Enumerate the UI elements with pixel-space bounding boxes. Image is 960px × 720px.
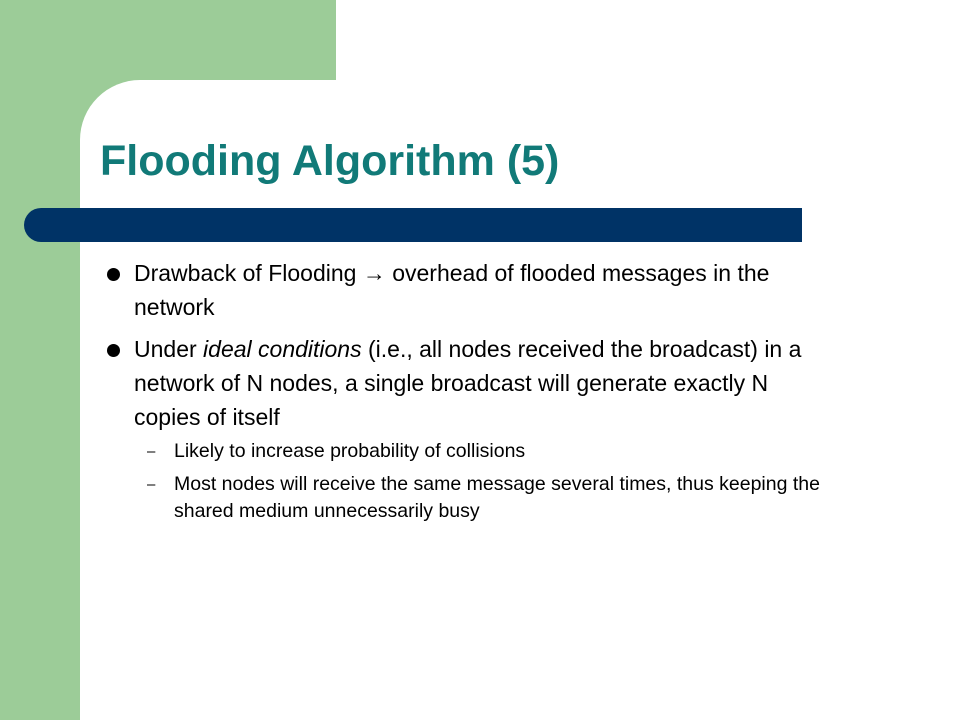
bullet-item-ideal-conditions <box>100 332 830 525</box>
sub-bullet-list <box>134 438 830 525</box>
sub-bullet-item <box>134 471 830 525</box>
sub-bullet-text: Likely to increase probability of collisions <box>174 440 526 462</box>
bullet-dot-icon <box>107 268 120 281</box>
dash-marker-icon: – <box>147 476 156 493</box>
bullet-item-drawback <box>100 256 830 324</box>
bullet-text-before: Under <box>134 336 204 362</box>
sub-bullet-item <box>134 438 830 465</box>
title-underline-bar <box>24 208 802 242</box>
bullet-text-italic: ideal conditions <box>203 336 362 362</box>
dash-marker-icon: – <box>147 443 156 460</box>
bullet-text: Drawback of Flooding → overhead of flooded messages in the network <box>134 260 770 320</box>
bullet-dot-icon <box>107 344 120 357</box>
sub-bullet-text: Most nodes will receive the same message several times, thus keeping the shared medium unnecessarily busy <box>174 473 820 522</box>
slide-title: Flooding Algorithm (5) <box>100 137 560 185</box>
bullet-text-after: (i.e., all nodes received the broadcast) in a network of N nodes, a single broadcast will generate exactly N copies of itself <box>134 336 802 430</box>
bullet-list <box>100 256 830 533</box>
